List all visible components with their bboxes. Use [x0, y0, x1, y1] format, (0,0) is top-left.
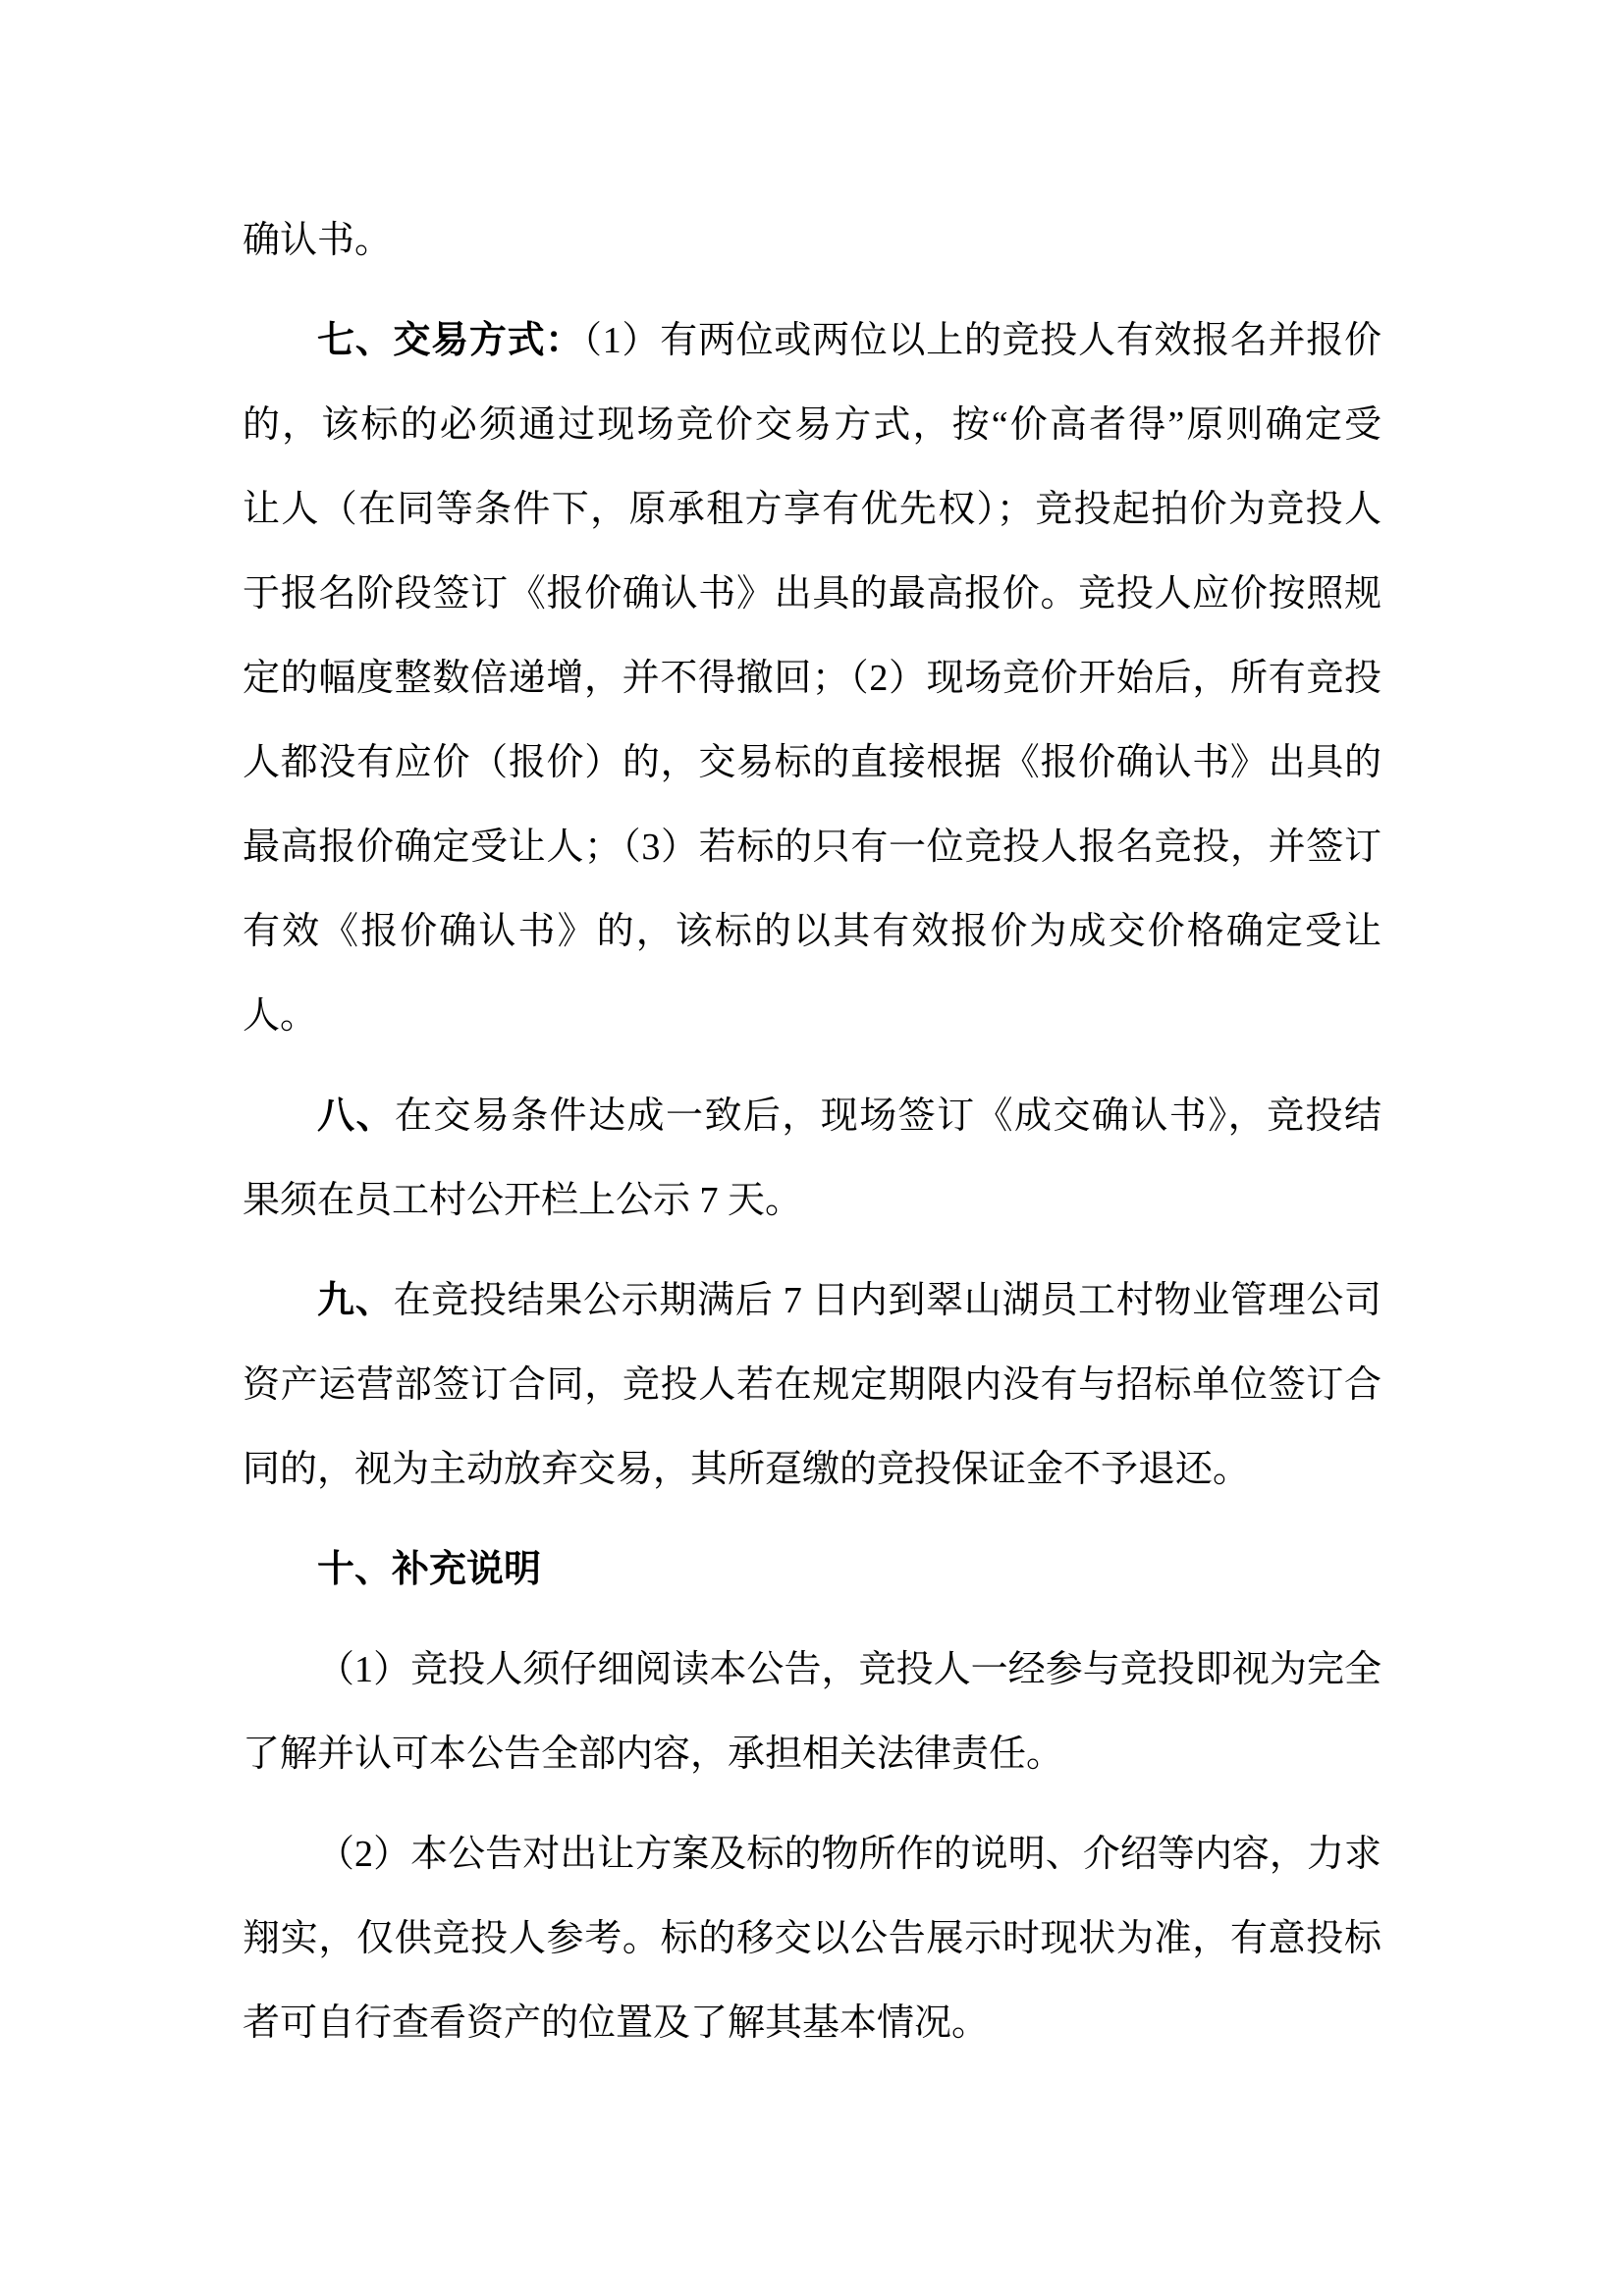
- body-text-segment: 最高报价确定受让人；（3）若标的只有一位竞投人报名竞投，并签订: [243, 827, 1381, 868]
- body-text-segment: 果须在员工村公开栏上公示 7 天。: [243, 1180, 803, 1221]
- text-line: [243, 1981, 1381, 2065]
- document-body: [243, 198, 1381, 2081]
- body-text-segment: 的，该标的必须通过现场竞价交易方式，按“价高者得”原则确定受: [243, 404, 1381, 446]
- body-text-segment: 确认书。: [243, 220, 393, 261]
- text-line: [243, 1074, 1381, 1158]
- text-line: [243, 1258, 1381, 1343]
- body-text-segment: 定的幅度整数倍递增，并不得撤回；（2）现场竞价开始后，所有竞投: [243, 658, 1381, 699]
- body-text-segment: 者可自行查看资产的位置及了解其基本情况。: [243, 2002, 990, 2044]
- body-text-segment: 人。: [243, 995, 318, 1037]
- text-line: [243, 1158, 1381, 1243]
- text-line: [243, 552, 1381, 636]
- body-text-segment: （1）有两位或两位以上的竞投人有效报名并报价: [583, 320, 1381, 361]
- para-carryover: [243, 198, 1381, 283]
- para-section-7-trade-method: [243, 298, 1381, 1058]
- body-text-segment: 在竞投结果公示期满后 7 日内到翠山湖员工村物业管理公司: [393, 1280, 1381, 1321]
- text-line: [243, 383, 1381, 467]
- body-text-segment: 在交易条件达成一致后，现场签订《成交确认书》，竞投结: [394, 1095, 1381, 1137]
- text-line: [243, 298, 1381, 383]
- para-supplement-1: [243, 1628, 1381, 1796]
- body-text-segment: 让人（在同等条件下，原承租方享有优先权）；竞投起拍价为竞投人: [243, 489, 1381, 530]
- body-text-segment: 人都没有应价（报价）的，交易标的直接根据《报价确认书》出具的: [243, 742, 1381, 783]
- body-text-segment: 资产运营部签订合同，竞投人若在规定期限内没有与招标单位签订合: [243, 1364, 1381, 1406]
- text-line: [243, 1896, 1381, 1981]
- bold-text-segment: 九、: [317, 1280, 394, 1321]
- text-line: [243, 636, 1381, 721]
- text-line: [243, 198, 1381, 283]
- text-line: [243, 1628, 1381, 1712]
- body-text-segment: 于报名阶段签订《报价确认书》出具的最高报价。竞投人应价按照规: [243, 573, 1381, 614]
- text-line: [243, 1812, 1381, 1896]
- text-line: [243, 805, 1381, 889]
- text-line: [243, 889, 1381, 974]
- text-line: [243, 1343, 1381, 1427]
- body-text-segment: 有效《报价确认书》的，该标的以其有效报价为成交价格确定受让: [243, 911, 1381, 952]
- para-section-10-heading: [243, 1527, 1381, 1612]
- bold-text-segment: 十、补充说明: [317, 1549, 542, 1590]
- body-text-segment: 了解并认可本公告全部内容，承担相关法律责任。: [243, 1734, 1064, 1775]
- bold-text-segment: 八、: [317, 1095, 395, 1137]
- para-section-9-contract: [243, 1258, 1381, 1512]
- text-line: [243, 974, 1381, 1058]
- text-line: [243, 1527, 1381, 1612]
- para-supplement-2: [243, 1812, 1381, 2065]
- body-text-segment: 翔实，仅供竞投人参考。标的移交以公告展示时现状为准，有意投标: [243, 1918, 1381, 1959]
- body-text-segment: 同的，视为主动放弃交易，其所趸缴的竞投保证金不予退还。: [243, 1449, 1251, 1490]
- text-line: [243, 721, 1381, 805]
- body-text-segment: （1）竞投人须仔细阅读本公告，竞投人一经参与竞投即视为完全: [317, 1649, 1381, 1690]
- para-section-8-confirmation: [243, 1074, 1381, 1243]
- bold-text-segment: 七、交易方式：: [317, 320, 583, 361]
- text-line: [243, 467, 1381, 552]
- text-line: [243, 1712, 1381, 1796]
- text-line: [243, 1427, 1381, 1512]
- body-text-segment: （2）本公告对出让方案及标的物所作的说明、介绍等内容，力求: [317, 1834, 1381, 1875]
